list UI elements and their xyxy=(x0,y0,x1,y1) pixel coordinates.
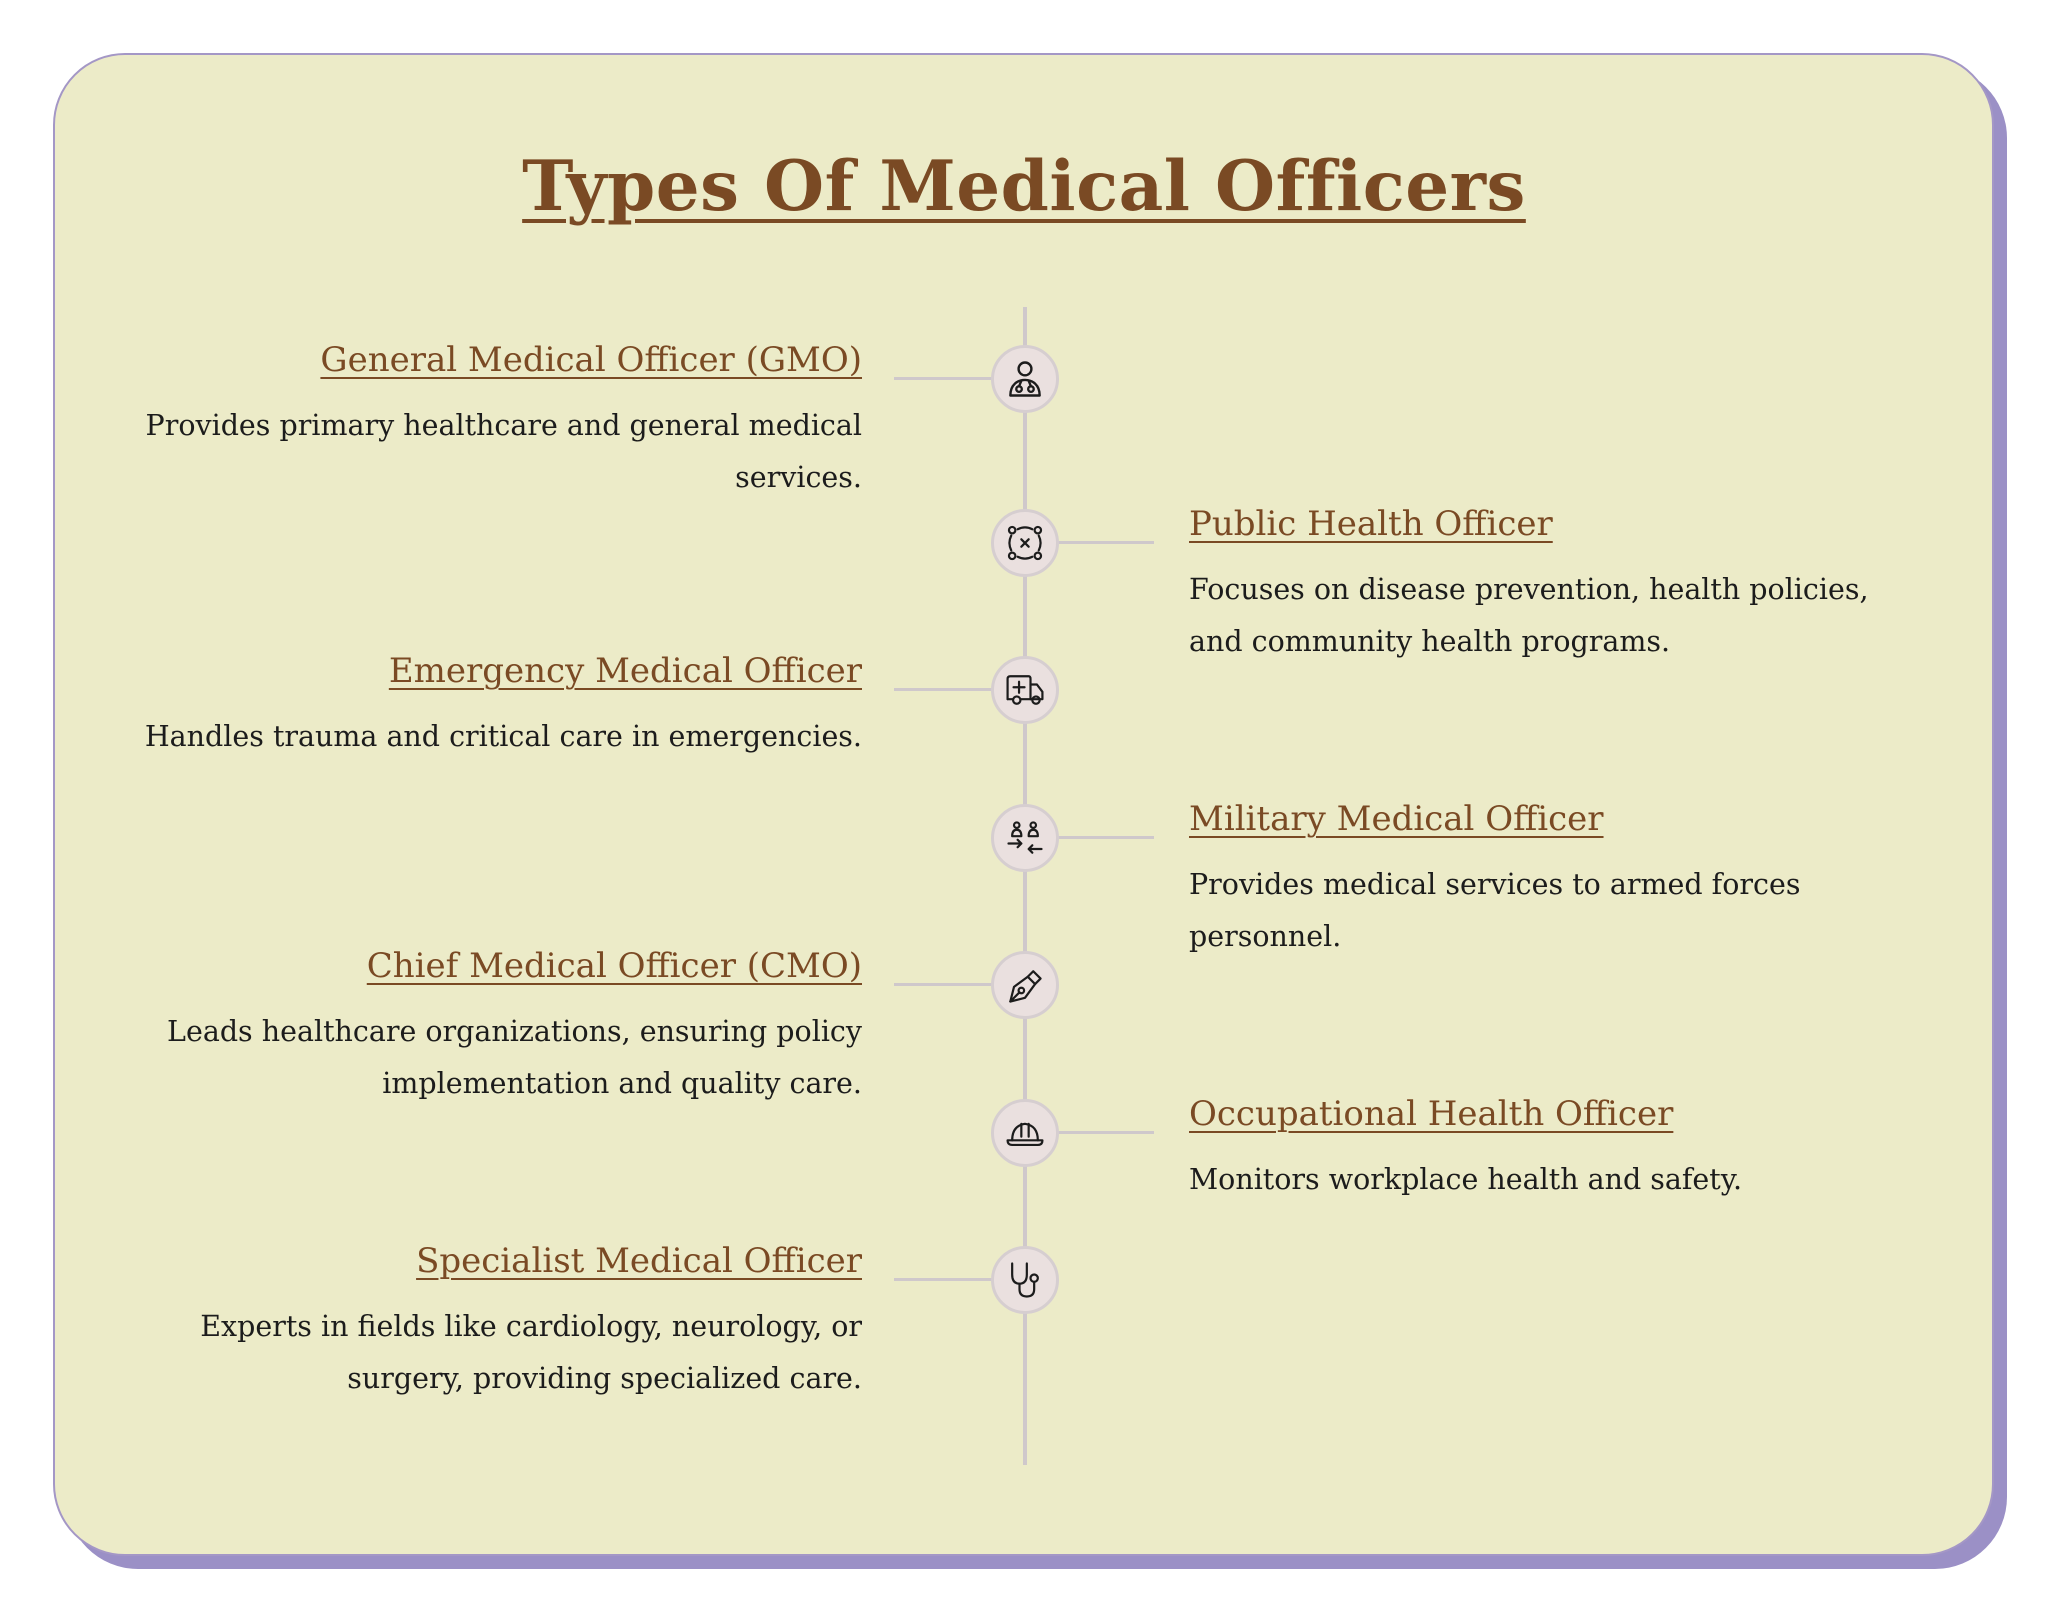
timeline-node xyxy=(991,1246,1059,1314)
entry-title: Military Medical Officer xyxy=(1189,799,1604,839)
timeline-connector xyxy=(894,688,994,691)
timeline-connector xyxy=(894,1278,994,1281)
community-network-icon xyxy=(1003,521,1047,565)
timeline-node xyxy=(991,1099,1059,1167)
hard-hat-icon xyxy=(1003,1111,1047,1155)
timeline-connector xyxy=(1056,1131,1154,1134)
entry-title: Occupational Health Officer xyxy=(1189,1094,1674,1134)
personnel-exchange-icon xyxy=(1003,816,1047,860)
entry-description: Focuses on disease prevention, health policies, and community health programs. xyxy=(1189,573,1869,658)
entry-description: Monitors workplace health and safety. xyxy=(1189,1163,1743,1196)
timeline-connector xyxy=(894,377,994,380)
timeline-node xyxy=(991,951,1059,1019)
timeline-entry-left xyxy=(142,942,862,1110)
ambulance-icon xyxy=(1003,668,1047,712)
timeline-entry-right xyxy=(1189,1090,1909,1206)
timeline-entry-left xyxy=(142,1237,862,1405)
timeline-node xyxy=(991,656,1059,724)
entry-description: Provides primary healthcare and general medical services. xyxy=(145,409,862,494)
entry-description: Leads healthcare organizations, ensuring policy implementation and quality care. xyxy=(167,1015,862,1100)
stethoscope-icon xyxy=(1003,1258,1047,1302)
entry-title: General Medical Officer (GMO) xyxy=(320,340,862,380)
timeline-node xyxy=(991,804,1059,872)
timeline-connector xyxy=(1056,836,1154,839)
entry-description: Provides medical services to armed forces personnel. xyxy=(1189,868,1801,953)
entry-description: Experts in fields like cardiology, neurology, or surgery, providing specialized care. xyxy=(200,1310,862,1395)
timeline-node xyxy=(991,345,1059,413)
timeline-node xyxy=(991,509,1059,577)
entry-description: Handles trauma and critical care in emergencies. xyxy=(144,720,862,753)
doctor-icon xyxy=(1003,357,1047,401)
entry-title: Emergency Medical Officer xyxy=(388,651,862,691)
timeline-entry-right xyxy=(1189,795,1909,963)
timeline-entry-right xyxy=(1189,500,1909,668)
entry-title: Public Health Officer xyxy=(1189,504,1553,544)
timeline-entry-left xyxy=(142,647,862,763)
entry-title: Specialist Medical Officer xyxy=(416,1241,862,1281)
pen-nib-icon xyxy=(1003,963,1047,1007)
page-title: Types Of Medical Officers xyxy=(522,146,1526,227)
timeline-connector xyxy=(894,983,994,986)
timeline-entry-left xyxy=(142,336,862,504)
entry-title: Chief Medical Officer (CMO) xyxy=(366,946,862,986)
timeline-connector xyxy=(1056,541,1154,544)
